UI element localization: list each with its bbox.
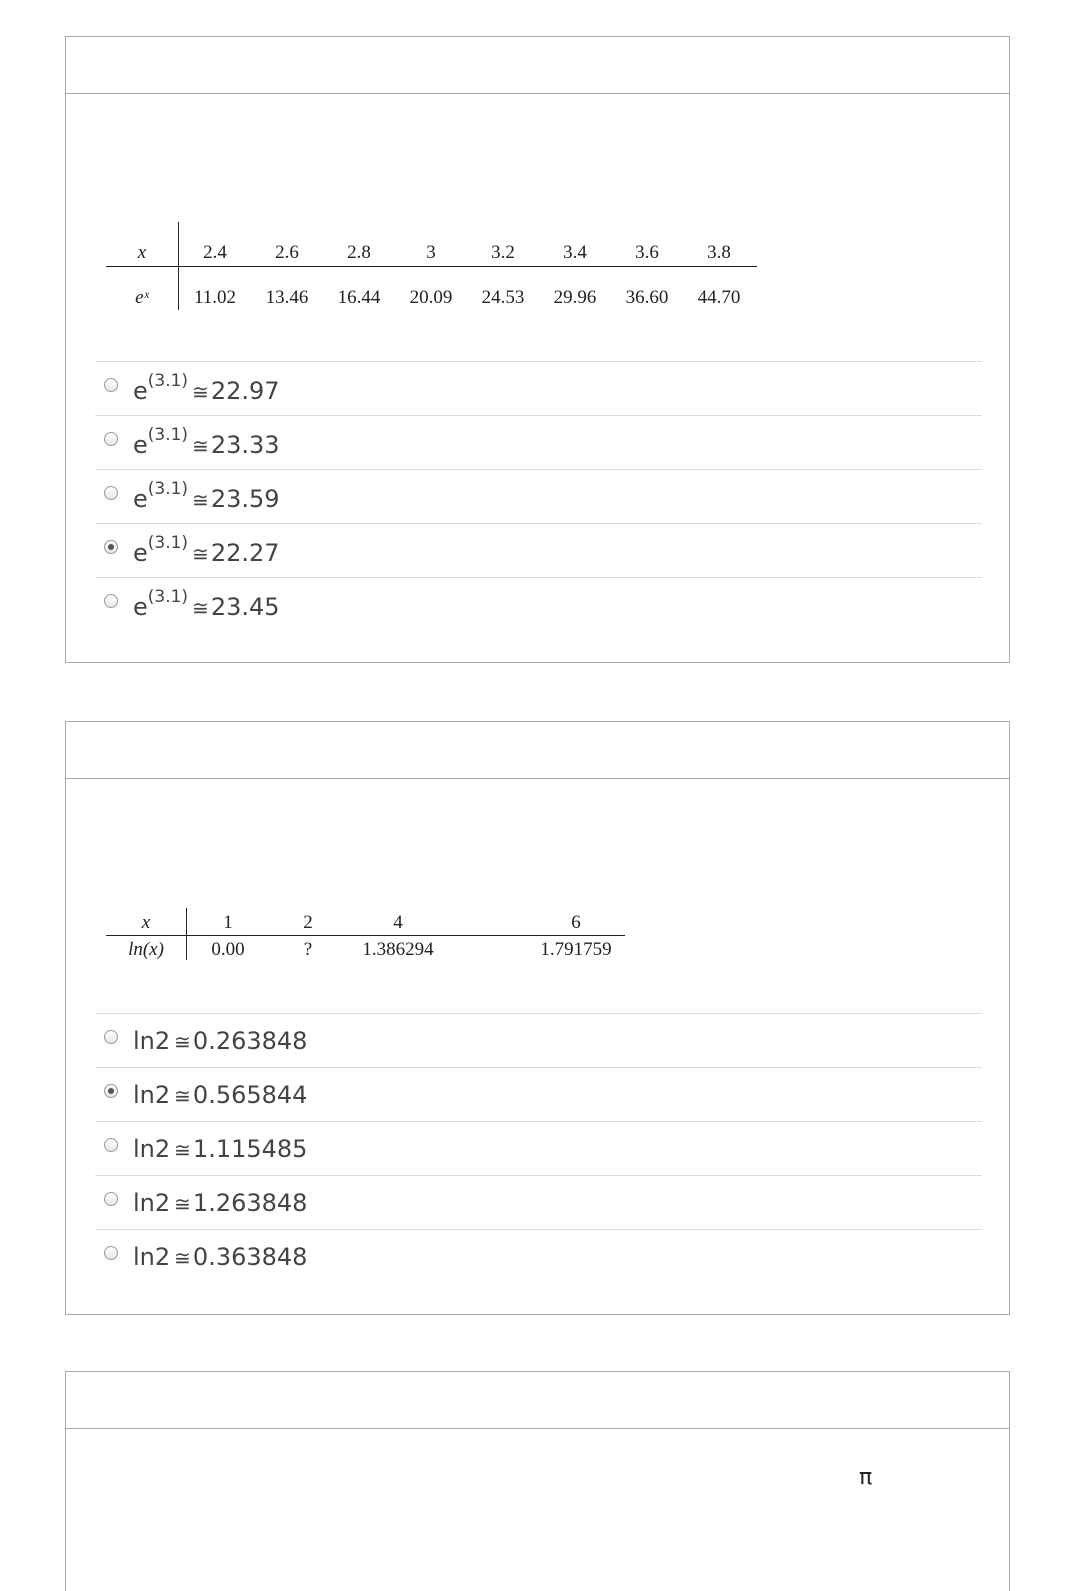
answer-option[interactable] [95, 1175, 982, 1229]
row-header-x: x [137, 242, 147, 263]
row-header-lnx: ln(x) [128, 939, 164, 960]
answer-option[interactable] [95, 1067, 982, 1121]
question-card-1 [65, 36, 1010, 663]
answer-option[interactable] [95, 577, 982, 631]
radio-button[interactable] [104, 1192, 118, 1206]
table-divider-vertical [186, 908, 187, 960]
x-cell: 3.4 [563, 242, 587, 263]
x-cell: 3.6 [635, 242, 659, 263]
question-1-header [66, 37, 1009, 94]
answer-options-2 [95, 1013, 982, 1283]
x-cell: 6 [571, 912, 581, 933]
lnx-cell: ? [303, 939, 313, 960]
answer-option[interactable] [95, 1229, 982, 1283]
x-cell: 2 [303, 912, 313, 933]
answer-option[interactable] [95, 361, 982, 415]
radio-button[interactable] [104, 1246, 118, 1260]
radio-button[interactable] [104, 432, 118, 446]
option-label[interactable]: ln2 ≅0.363848 [133, 1243, 308, 1271]
x-cell: 2.4 [203, 242, 227, 263]
ex-cell: 11.02 [193, 287, 237, 308]
x-cell: 4 [393, 912, 403, 933]
table-divider-horizontal [106, 266, 757, 267]
x-cell: 3.2 [491, 242, 515, 263]
option-label[interactable]: ln2 ≅1.263848 [133, 1189, 308, 1217]
ex-cell: 16.44 [337, 287, 381, 308]
lnx-cell: 1.386294 [362, 939, 434, 960]
option-label[interactable]: $e^{(3.1)}$ ≅23.59 [133, 479, 280, 513]
table-divider-horizontal [106, 935, 625, 936]
ln-table [106, 908, 625, 963]
question-card-3 [65, 1371, 1010, 1591]
answer-option[interactable] [95, 1013, 982, 1067]
lnx-cell: 0.00 [211, 939, 245, 960]
option-label[interactable]: ln2 ≅1.115485 [133, 1135, 308, 1163]
answer-options-1 [95, 361, 982, 631]
question-3-header [66, 1372, 1009, 1429]
option-label[interactable]: $e^{(3.1)}$ ≅23.33 [133, 425, 280, 459]
radio-button[interactable] [104, 1138, 118, 1152]
answer-option[interactable] [95, 469, 982, 523]
pi-symbol: π [859, 1465, 873, 1490]
radio-button[interactable] [104, 594, 118, 608]
x-cell: 1 [223, 912, 233, 933]
radio-button[interactable] [104, 1030, 118, 1044]
answer-option[interactable] [95, 1121, 982, 1175]
lnx-cell: 1.791759 [540, 939, 612, 960]
ex-cell: 29.96 [553, 287, 597, 308]
question-card-2 [65, 721, 1010, 1315]
radio-button[interactable] [104, 1084, 118, 1098]
x-cell: 2.6 [275, 242, 299, 263]
radio-button[interactable] [104, 378, 118, 392]
ex-cell: 36.60 [625, 287, 669, 308]
row-header-x: x [141, 912, 151, 933]
option-label[interactable]: $e^{(3.1)}$ ≅22.97 [133, 371, 280, 405]
ex-cell: 44.70 [697, 287, 741, 308]
x-cell: 3.8 [707, 242, 731, 263]
x-cell: 3 [426, 242, 436, 263]
answer-option[interactable] [95, 523, 982, 577]
x-cell: 2.8 [347, 242, 371, 263]
row-header-ex: eˣ [135, 287, 149, 308]
answer-option[interactable] [95, 415, 982, 469]
option-label[interactable]: ln2 ≅0.565844 [133, 1081, 308, 1109]
ex-cell: 20.09 [409, 287, 453, 308]
ex-cell: 24.53 [481, 287, 525, 308]
option-label[interactable]: ln2 ≅0.263848 [133, 1027, 308, 1055]
radio-button[interactable] [104, 540, 118, 554]
radio-button[interactable] [104, 486, 118, 500]
exp-table [106, 222, 757, 310]
question-2-header [66, 722, 1009, 779]
option-label[interactable]: $e^{(3.1)}$ ≅23.45 [133, 587, 280, 621]
ex-cell: 13.46 [265, 287, 309, 308]
option-label[interactable]: $e^{(3.1)}$ ≅22.27 [133, 533, 280, 567]
